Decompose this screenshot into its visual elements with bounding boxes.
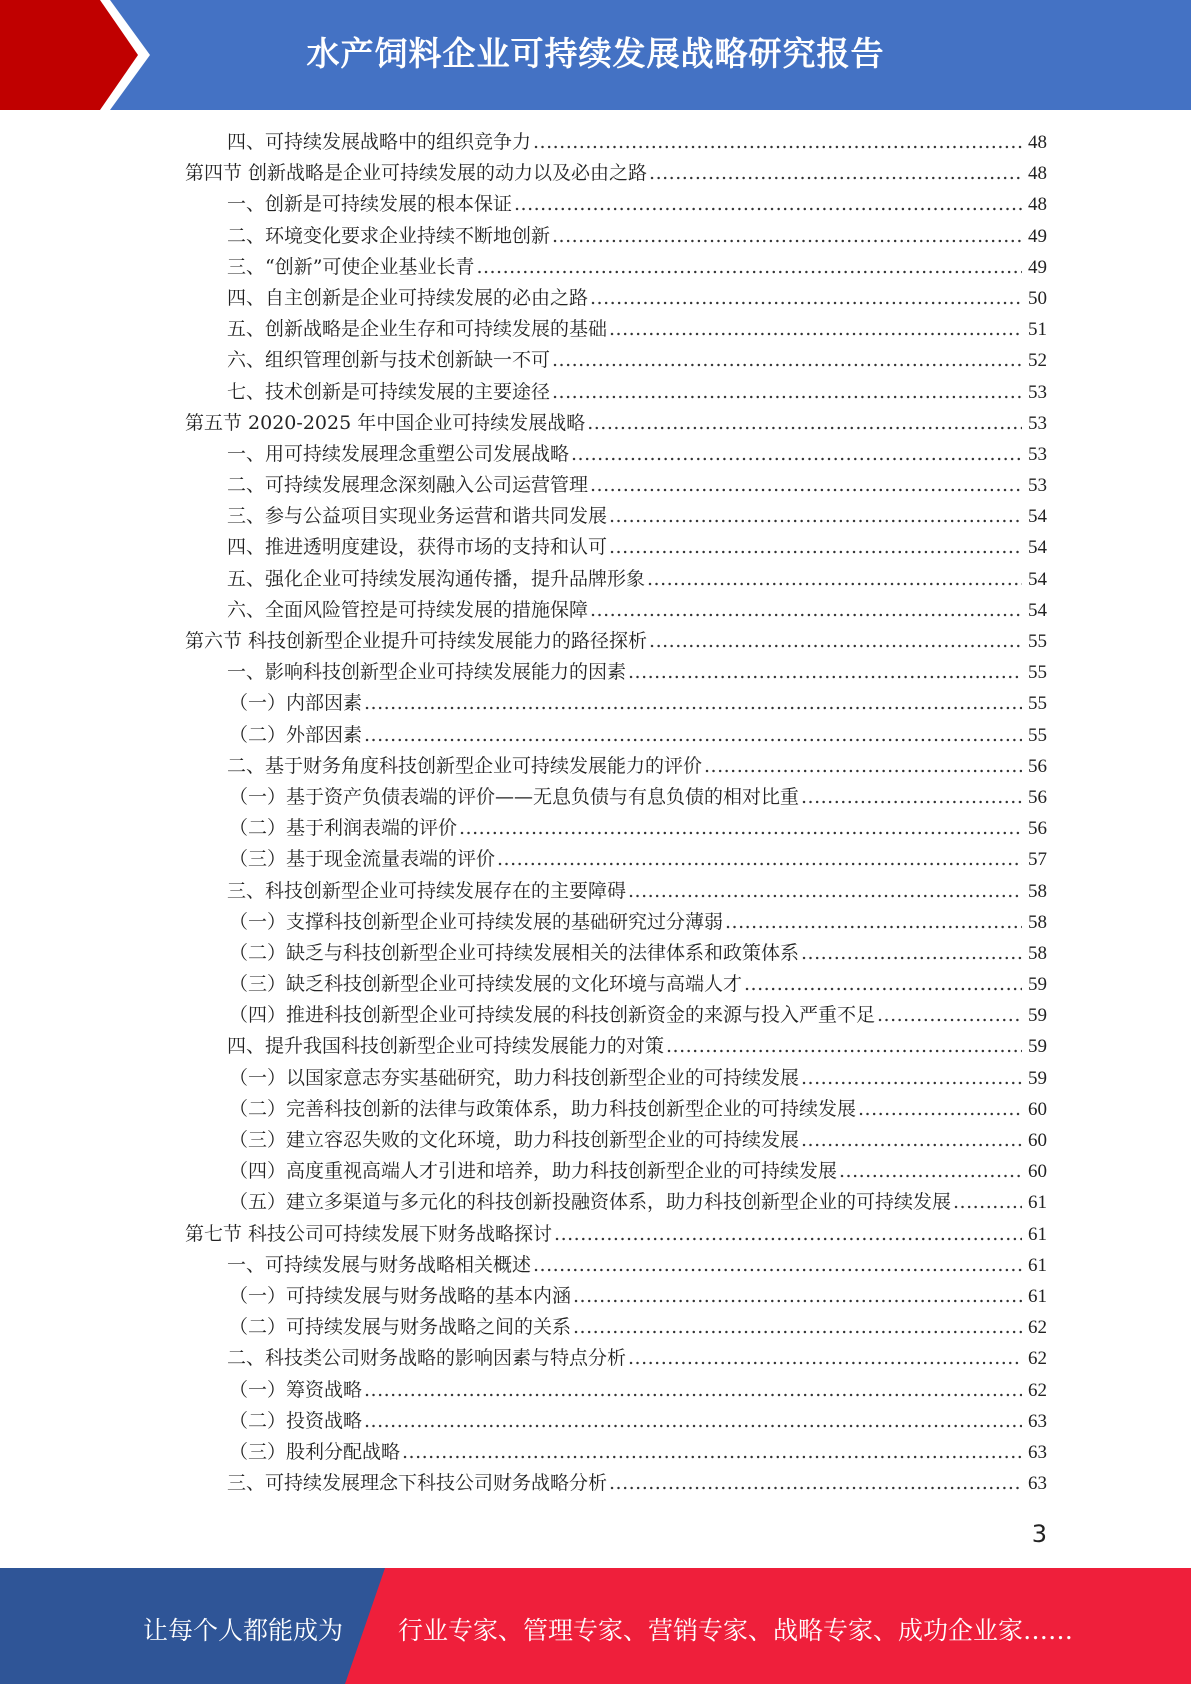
toc-entry-title: 一、可持续发展与财务战略相关概述 — [227, 1253, 532, 1276]
toc-entry[interactable] — [0, 314, 1191, 345]
toc-dot-leader — [590, 283, 1022, 314]
toc-entry-title: 三、可持续发展理念下科技公司财务战略分析 — [227, 1472, 608, 1495]
toc-entry-page: 58 — [1028, 880, 1047, 902]
toc-dot-leader — [704, 751, 1022, 782]
toc-entry-title: 七、技术创新是可持续发展的主要途径 — [227, 380, 551, 403]
toc-entry-page: 62 — [1028, 1317, 1047, 1339]
toc-entry-page: 60 — [1028, 1098, 1047, 1120]
toc-dot-leader — [402, 1437, 1022, 1468]
toc-entry-title: （五）建立多渠道与多元化的科技创新投融资体系，助力科技创新型企业的可持续发展 — [229, 1191, 952, 1214]
toc-entry[interactable] — [0, 969, 1191, 1000]
page-number: 3 — [1031, 1520, 1047, 1548]
toc-entry-title: （二）完善科技创新的法律与政策体系，助力科技创新型企业的可持续发展 — [229, 1097, 857, 1120]
footer-slogan-left: 让每个人都能成为 — [143, 1616, 344, 1645]
toc-entry-page: 55 — [1028, 693, 1047, 715]
toc-dot-leader — [554, 1219, 1022, 1250]
toc-entry-title: 二、科技类公司财务战略的影响因素与特点分析 — [227, 1347, 627, 1370]
toc-entry[interactable] — [0, 408, 1191, 439]
toc-entry-page: 63 — [1028, 1473, 1047, 1495]
toc-entry[interactable] — [0, 720, 1191, 751]
toc-entry[interactable] — [0, 564, 1191, 595]
toc-entry-page: 57 — [1028, 849, 1047, 871]
toc-dot-leader — [801, 1125, 1022, 1156]
toc-entry-page: 54 — [1028, 506, 1047, 528]
toc-entry-page: 61 — [1028, 1254, 1047, 1276]
toc-entry[interactable] — [0, 1063, 1191, 1094]
toc-dot-leader — [801, 938, 1022, 969]
toc-entry-title: （三）股利分配战略 — [229, 1440, 401, 1463]
toc-dot-leader — [666, 1031, 1022, 1062]
toc-entry[interactable] — [0, 813, 1191, 844]
toc-entry-page: 52 — [1028, 350, 1047, 372]
toc-entry[interactable] — [0, 1187, 1191, 1218]
toc-entry[interactable] — [0, 938, 1191, 969]
toc-dot-leader — [533, 1250, 1022, 1281]
toc-entry-title: （三）基于现金流量表端的评价 — [229, 848, 496, 871]
toc-entry-title: 二、基于财务角度科技创新型企业可持续发展能力的评价 — [227, 754, 703, 777]
toc-entry-title: （二）可持续发展与财务战略之间的关系 — [229, 1316, 572, 1339]
toc-entry-page: 53 — [1028, 443, 1047, 465]
toc-entry-title: 三、“创新”可使企业基业长青 — [227, 255, 475, 278]
toc-entry-page: 60 — [1028, 1161, 1047, 1183]
toc-entry-title: 一、影响科技创新型企业可持续发展能力的因素 — [227, 661, 627, 684]
toc-entry[interactable] — [0, 657, 1191, 688]
toc-entry-title: （一）内部因素 — [229, 692, 363, 715]
toc-entry-title: 四、可持续发展战略中的组织竞争力 — [227, 131, 532, 153]
toc-entry-page: 59 — [1028, 1036, 1047, 1058]
toc-entry-title: 一、用可持续发展理念重塑公司发展战略 — [227, 442, 570, 465]
toc-dot-leader — [573, 1312, 1022, 1343]
toc-entry[interactable] — [0, 1468, 1191, 1499]
toc-dot-leader — [609, 532, 1022, 563]
toc-entry-title: 第四节 创新战略是企业可持续发展的动力以及必由之路 — [185, 162, 648, 185]
toc-entry[interactable] — [0, 470, 1191, 501]
toc-entry-page: 59 — [1028, 1067, 1047, 1089]
toc-entry-title: 一、创新是可持续发展的根本保证 — [227, 193, 513, 216]
toc-entry[interactable] — [0, 1156, 1191, 1187]
toc-entry-page: 58 — [1028, 911, 1047, 933]
toc-dot-leader — [533, 127, 1022, 158]
toc-entry-title: 二、可持续发展理念深刻融入公司运营管理 — [227, 474, 589, 497]
toc-entry-title: （二）缺乏与科技创新型企业可持续发展相关的法律体系和政策体系 — [229, 941, 800, 964]
toc-entry-page: 49 — [1028, 225, 1047, 247]
toc-entry[interactable] — [0, 127, 1191, 158]
toc-dot-leader — [364, 1375, 1022, 1406]
toc-entry[interactable] — [0, 501, 1191, 532]
toc-entry-page: 48 — [1028, 163, 1047, 185]
toc-entry[interactable] — [0, 1281, 1191, 1312]
toc-entry-title: （三）缺乏科技创新型企业可持续发展的文化环境与高端人才 — [229, 973, 743, 996]
toc-entry[interactable] — [0, 532, 1191, 563]
toc-dot-leader — [744, 969, 1022, 1000]
toc-entry[interactable] — [0, 595, 1191, 626]
toc-entry-page: 63 — [1028, 1410, 1047, 1432]
toc-entry-page: 56 — [1028, 786, 1047, 808]
toc-entry[interactable] — [0, 1250, 1191, 1281]
toc-entry-page: 61 — [1028, 1192, 1047, 1214]
toc-entry[interactable] — [0, 439, 1191, 470]
toc-entry-page: 61 — [1028, 1223, 1047, 1245]
toc-dot-leader — [609, 314, 1022, 345]
toc-dot-leader — [649, 158, 1022, 189]
toc-entry-title: （一）支撑科技创新型企业可持续发展的基础研究过分薄弱 — [229, 910, 724, 933]
toc-entry[interactable] — [0, 1094, 1191, 1125]
toc-entry-page: 62 — [1028, 1379, 1047, 1401]
toc-entry-page: 59 — [1028, 1005, 1047, 1027]
toc-entry-title: 四、提升我国科技创新型企业可持续发展能力的对策 — [227, 1035, 665, 1058]
toc-entry-page: 53 — [1028, 412, 1047, 434]
toc-entry-page: 55 — [1028, 662, 1047, 684]
toc-entry[interactable] — [0, 158, 1191, 189]
toc-entry-page: 58 — [1028, 942, 1047, 964]
toc-entry[interactable] — [0, 907, 1191, 938]
toc-entry-page: 55 — [1028, 631, 1047, 652]
toc-entry-page: 51 — [1028, 319, 1047, 341]
toc-dot-leader — [364, 720, 1022, 751]
toc-dot-leader — [609, 501, 1022, 532]
toc-entry-title: （三）建立容忍失败的文化环境，助力科技创新型企业的可持续发展 — [229, 1129, 800, 1151]
toc-dot-leader — [590, 595, 1022, 626]
toc-entry[interactable] — [0, 189, 1191, 220]
toc-dot-leader — [628, 876, 1022, 907]
toc-dot-leader — [552, 377, 1022, 408]
document-title: 水产饲料企业可持续发展战略研究报告 — [306, 34, 885, 73]
toc-entry[interactable] — [0, 345, 1191, 376]
toc-entry[interactable] — [0, 1343, 1191, 1374]
toc-entry[interactable] — [0, 1437, 1191, 1468]
toc-entry-page: 59 — [1028, 974, 1047, 996]
toc-entry[interactable] — [0, 1375, 1191, 1406]
toc-entry[interactable] — [0, 377, 1191, 408]
toc-entry-title: （一）筹资战略 — [229, 1378, 363, 1401]
toc-entry-title: 第七节 科技公司可持续发展下财务战略探讨 — [185, 1222, 553, 1245]
toc-entry[interactable] — [0, 252, 1191, 283]
toc-dot-leader — [839, 1156, 1022, 1187]
toc-dot-leader — [647, 564, 1022, 595]
toc-entry-title: 二、环境变化要求企业持续不断地创新 — [227, 224, 551, 247]
toc-entry[interactable] — [0, 1406, 1191, 1437]
toc-dot-leader — [953, 1187, 1022, 1218]
toc-entry-title: （二）投资战略 — [229, 1409, 363, 1432]
toc-entry-page: 60 — [1028, 1130, 1047, 1151]
toc-dot-leader — [573, 1281, 1022, 1312]
toc-dot-leader — [552, 345, 1022, 376]
toc-dot-leader — [801, 1063, 1022, 1094]
toc-entry-page: 53 — [1028, 381, 1047, 403]
toc-entry-page: 48 — [1028, 132, 1047, 153]
toc-entry-title: 五、创新战略是企业生存和可持续发展的基础 — [227, 318, 608, 341]
toc-entry-title: 四、推进透明度建设，获得市场的支持和认可 — [227, 536, 608, 559]
toc-dot-leader — [571, 439, 1022, 470]
toc-dot-leader — [514, 189, 1022, 220]
toc-entry[interactable] — [0, 782, 1191, 813]
toc-entry[interactable] — [0, 876, 1191, 907]
toc-dot-leader — [459, 813, 1022, 844]
toc-dot-leader — [552, 221, 1022, 252]
toc-entry[interactable] — [0, 1000, 1191, 1031]
toc-dot-leader — [364, 1406, 1022, 1437]
toc-entry[interactable] — [0, 844, 1191, 875]
toc-dot-leader — [725, 907, 1022, 938]
toc-entry-page: 49 — [1028, 256, 1047, 278]
toc-entry[interactable] — [0, 283, 1191, 314]
toc-dot-leader — [628, 1343, 1022, 1374]
toc-entry-page: 62 — [1028, 1348, 1047, 1370]
toc-entry-page: 54 — [1028, 537, 1047, 559]
toc-entry[interactable] — [0, 1312, 1191, 1343]
toc-entry-title: 三、参与公益项目实现业务运营和谐共同发展 — [227, 505, 608, 528]
toc-entry-title: （四）高度重视高端人才引进和培养，助力科技创新型企业的可持续发展 — [229, 1160, 838, 1183]
toc-entry-page: 54 — [1028, 568, 1047, 590]
toc-dot-leader — [609, 1468, 1022, 1499]
toc-entry-title: （二）外部因素 — [229, 723, 363, 746]
toc-dot-leader — [587, 408, 1022, 439]
toc-entry-title: 六、全面风险管控是可持续发展的措施保障 — [227, 598, 589, 621]
toc-entry-title: 五、强化企业可持续发展沟通传播，提升品牌形象 — [227, 567, 646, 590]
toc-dot-leader — [649, 626, 1022, 657]
toc-entry-page: 48 — [1028, 194, 1047, 216]
toc-entry-page: 56 — [1028, 818, 1047, 840]
toc-entry-title: 第六节 科技创新型企业提升可持续发展能力的路径探析 — [185, 630, 648, 652]
toc-entry-title: 六、组织管理创新与技术创新缺一不可 — [227, 349, 551, 372]
toc-entry[interactable] — [0, 751, 1191, 782]
toc-dot-leader — [476, 252, 1022, 283]
toc-entry-title: （一）以国家意志夯实基础研究，助力科技创新型企业的可持续发展 — [229, 1066, 800, 1089]
toc-dot-leader — [858, 1094, 1022, 1125]
toc-entry-title: 三、科技创新型企业可持续发展存在的主要障碍 — [227, 879, 627, 902]
toc-entry-page: 53 — [1028, 475, 1047, 497]
toc-entry-page: 61 — [1028, 1285, 1047, 1307]
toc-entry-title: 第五节 2020-2025 年中国企业可持续发展战略 — [185, 411, 586, 434]
toc-dot-leader — [628, 657, 1022, 688]
toc-dot-leader — [497, 844, 1022, 875]
table-of-contents — [0, 127, 1191, 1499]
toc-entry-page: 54 — [1028, 599, 1047, 621]
toc-dot-leader — [590, 470, 1022, 501]
toc-entry-page: 56 — [1028, 755, 1047, 777]
toc-entry-page: 50 — [1028, 287, 1047, 309]
toc-entry[interactable] — [0, 221, 1191, 252]
page-footer — [0, 1568, 1191, 1684]
toc-dot-leader — [877, 1000, 1022, 1031]
toc-entry[interactable] — [0, 1031, 1191, 1062]
toc-entry[interactable] — [0, 626, 1191, 657]
toc-entry-page: 63 — [1028, 1441, 1047, 1463]
toc-entry-title: （一）可持续发展与财务战略的基本内涵 — [229, 1284, 572, 1307]
toc-entry-title: （四）推进科技创新型企业可持续发展的科技创新资金的来源与投入严重不足 — [229, 1004, 876, 1027]
toc-entry-title: （一）基于资产负债表端的评价——无息负债与有息负债的相对比重 — [229, 785, 800, 808]
toc-entry[interactable] — [0, 1219, 1191, 1250]
toc-entry-title: （二）基于利润表端的评价 — [229, 817, 458, 840]
page-header — [0, 0, 1191, 110]
toc-entry[interactable] — [0, 1125, 1191, 1156]
toc-dot-leader — [801, 782, 1022, 813]
toc-entry-page: 55 — [1028, 724, 1047, 746]
footer-slogan-right: 行业专家、管理专家、营销专家、战略专家、成功企业家…… — [398, 1616, 1074, 1645]
toc-entry-title: 四、自主创新是企业可持续发展的必由之路 — [227, 286, 589, 309]
toc-dot-leader — [364, 688, 1022, 719]
toc-entry[interactable] — [0, 688, 1191, 719]
